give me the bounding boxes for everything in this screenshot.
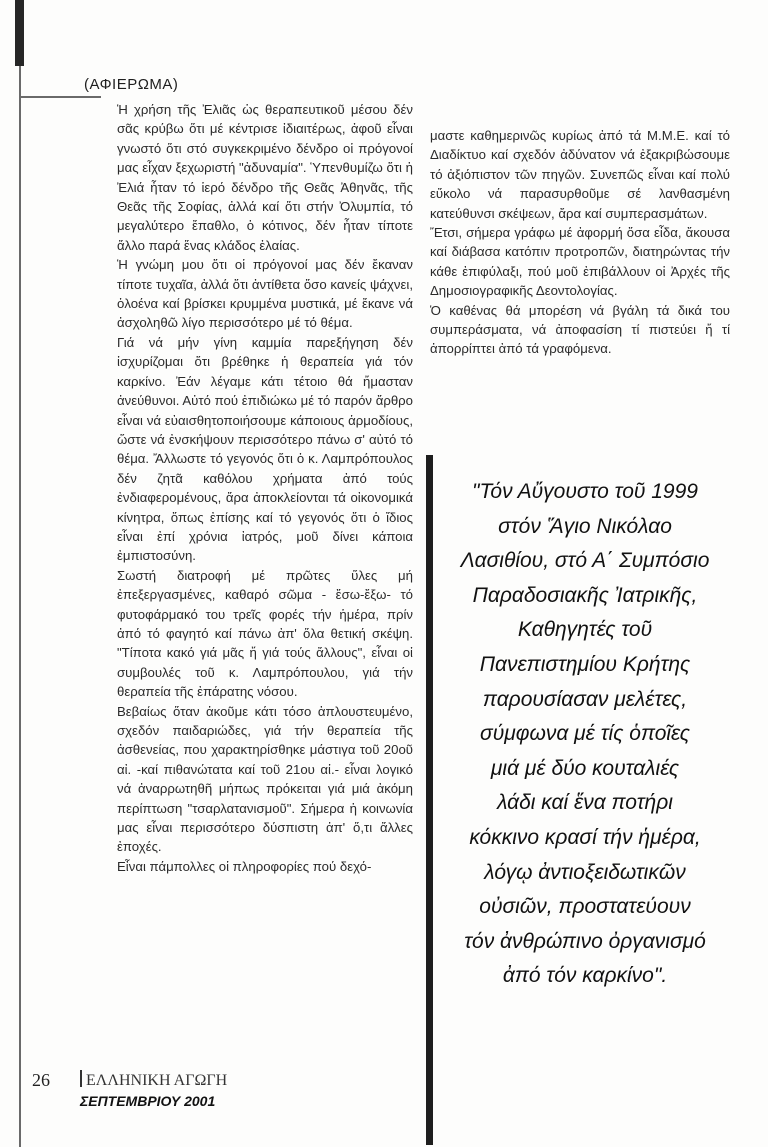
pull-quote-line: οὐσιῶν, προστατεύουν xyxy=(479,895,691,919)
section-rule xyxy=(19,96,101,98)
pull-quote-line: ἀπό τόν καρκίνο". xyxy=(502,964,668,988)
paragraph: Ὁ καθένας θά μπορέση νά βγάλη τά δικά του συμπεράσματα, νά ἀποφασίση τί πιστεύει ἤ τί ἀπορρίπτει ἀπό τά γραφόμενα. xyxy=(430,302,730,357)
pull-quote-line: "Τόν Αὔγουστο τοῦ 1999 xyxy=(472,480,698,503)
page-number: 26 xyxy=(32,1070,50,1090)
pull-quote-line: στόν Ἅγιο Νικόλαο xyxy=(498,514,672,538)
issue-date: ΣΕΠΤΕΜΒΡΙΟΥ 2001 xyxy=(80,1093,216,1109)
pull-quote-line: σύμφωνα μέ τίς ὁποῖες xyxy=(480,722,690,746)
pull-quote-line: Καθηγητές τοῦ xyxy=(517,618,653,642)
paragraph: Σωστή διατροφή μέ πρῶτες ὕλες μή ἐπεξεργασμένες, καθαρό σῶμα - ἔσω-ἔξω- τό φυτοφάρμακό του τρεῖς φορές τήν ἡμέρα, πρίν ἀπό τό φαγητό καί πάνω ἀπ' ὅλα θετική σκέψη. "Τίποτα κακό γιά μᾶς ἤ γιά τούς ἄλλους", εἶναι οἱ συμβουλές τοῦ κ. Λαμπρόπουλου, γιά τήν θεραπεία τῆς ἐπάρατης νόσου. xyxy=(117,567,413,700)
publication-name: ΕΛΛΗΝΙΚΗ ΑΓΩΓΗ xyxy=(80,1070,227,1090)
paragraph: μαστε καθημερινῶς κυρίως ἀπό τά Μ.Μ.Ε. καί τό Διαδίκτυο καί σχεδόν ἀδύνατον νά ἐξακριβώσουμε τό ἀξιόπιστον τῶν πηγῶν. Συνεπῶς εἶναι καί πολύ εὔκολο νά παρασυρθοῦμε σέ λανθασμένη κατεύθυνσι σκέψεων, ἄρα καί συμπερασμάτων. xyxy=(430,128,730,221)
paragraph: Ἡ γνώμη μου ὅτι οἱ πρόγονοί μας δέν ἔκαναν τίποτε τυχαῖα, ἀλλά ὅτι ἀντίθετα ὅσο κανείς ψάχνει, ὁλοένα καί βρίσκει κρυμμένα μυστικά, μέ ἔκανε νά ἀσχοληθῶ λίγο περισσότερο μέ τό θέμα. xyxy=(117,257,413,331)
left-column xyxy=(117,100,413,876)
pull-quote-line: μιά μέ δύο κουταλιές xyxy=(490,756,680,780)
pull-quote-line: Παραδοσιακῆς Ἰατρικῆς, xyxy=(472,583,698,607)
pull-quote-line: κόκκινο κρασί τήν ἡμέρα, xyxy=(469,825,701,849)
margin-rule xyxy=(19,66,21,1147)
paragraph: Βεβαίως ὅταν ἀκοῦμε κάτι τόσο ἁπλουστευμένο, σχεδόν παιδαριώδες, γιά τήν θεραπεία τῆς ἀσθενείας, που χαρακτηρίσθηκε μάστιγα τοῦ 20οῦ αἰ. -καί πιθανώτατα καί τοῦ 21ου αἰ.- εἶναι λογικό νά ἀναρρωτηθῆ μήπως πρόκειται γιά μιά ἀκόμη περίπτωση "τσαρλατανισμοῦ". Σήμερα ἡ κοινωνία μας εἶναι περισσότερο δύσπιστη ἀπ' ὅ,τι ἄλλες ἐποχές. xyxy=(117,703,413,855)
pull-quote xyxy=(440,475,730,994)
pull-quote-line: Λασιθίου, στό Α΄ Συμπόσιο xyxy=(460,549,710,573)
pull-quote-line: λόγῳ ἀντιοξειδωτικῶν xyxy=(484,860,686,884)
paragraph: Εἶναι πάμπολλες οἱ πληροφορίες πού δεχό- xyxy=(117,858,372,874)
margin-bar xyxy=(15,0,24,66)
paragraph: Ἔτσι, σήμερα γράφω μέ ἀφορμή ὅσα εἶδα, ἄκουσα καί διάβασα κατόπιν προτροπῶν, διατηρώντας τήν κάθε ἐπιφύλαξι, πού μοῦ ἐπιβάλλουν οἱ Ἀρχές τῆς Δημοσιογραφικῆς Δεοντολογίας. xyxy=(430,225,730,299)
pull-quote-line: Πανεπιστημίου Κρήτης xyxy=(479,652,691,676)
paragraph: Ἡ χρήση τῆς Ἐλιᾶς ὡς θεραπευτικοῦ μέσου δέν σᾶς κρύβω ὅτι μέ κέντρισε ἰδιαιτέρως, ἀφοῦ εἶναι γνωστό ὅτι στό συγκεκριμένο δένδρο οἱ πρόγονοί μας εἶχαν ξεχωριστή "ἀδυναμία". Ὑπενθυμίζω ὅτι ἡ Ἐλιά ἦταν τό ἱερό δένδρο τῆς Θεᾶς Ἀθηνᾶς, τῆς Θεᾶς τῆς Σοφίας, ἀλλά καί ὅτι στήν Ὀλυμπία, τό μεγαλύτερο ἔπαθλο, ὁ κότινος, δέν ἦταν τίποτε ἄλλο παρά ἕνας κλάδος ἐλαίας. xyxy=(117,102,413,253)
right-column xyxy=(430,126,730,359)
pull-quote-bar xyxy=(426,455,433,1145)
pull-quote-line: τόν ἀνθρώπινο ὀργανισμό xyxy=(464,929,706,953)
pull-quote-line: παρουσίασαν μελέτες, xyxy=(482,687,688,711)
paragraph: Γιά νά μήν γίνη καμμία παρεξήγηση δέν ἰσχυρίζομαι ὅτι βρέθηκε ἡ θεραπεία γιά τόν καρκίνο. Ἐάν λέγαμε κάτι τέτοιο θά ἤμασταν ἀνεύθυνοι. Αὐτό πού ἐπιδιώκω μέ τό παρόν ἄρθρο εἶναι νά εὐαισθητοποιήσουμε κάποιους ἁρμοδίους, ὥστε νά ἐνσκήψουν περισσότερο πάνω σ' αὐτό τό θέμα. Ἄλλωστε τό γεγονός ὅτι ὁ κ. Λαμπρόπουλος δέν ζητᾶ καθόλου χρήματα ἀπό τούς ἐνδιαφερομένους, ἄρα ἀποκλείονται τά οἰκονομικά κίνητρα, ὅπως ἐπίσης καί τό γεγονός ὅτι ὁ ἴδιος εἶναι ἐπί χρόνια ἰατρός, μοῦ δίνει κάποια ἐμπιστοσύνη. xyxy=(117,334,413,564)
section-header: (ΑΦΙΕΡΩΜΑ) xyxy=(84,76,179,93)
pull-quote-line: λάδι καί ἕνα ποτήρι xyxy=(497,791,673,815)
